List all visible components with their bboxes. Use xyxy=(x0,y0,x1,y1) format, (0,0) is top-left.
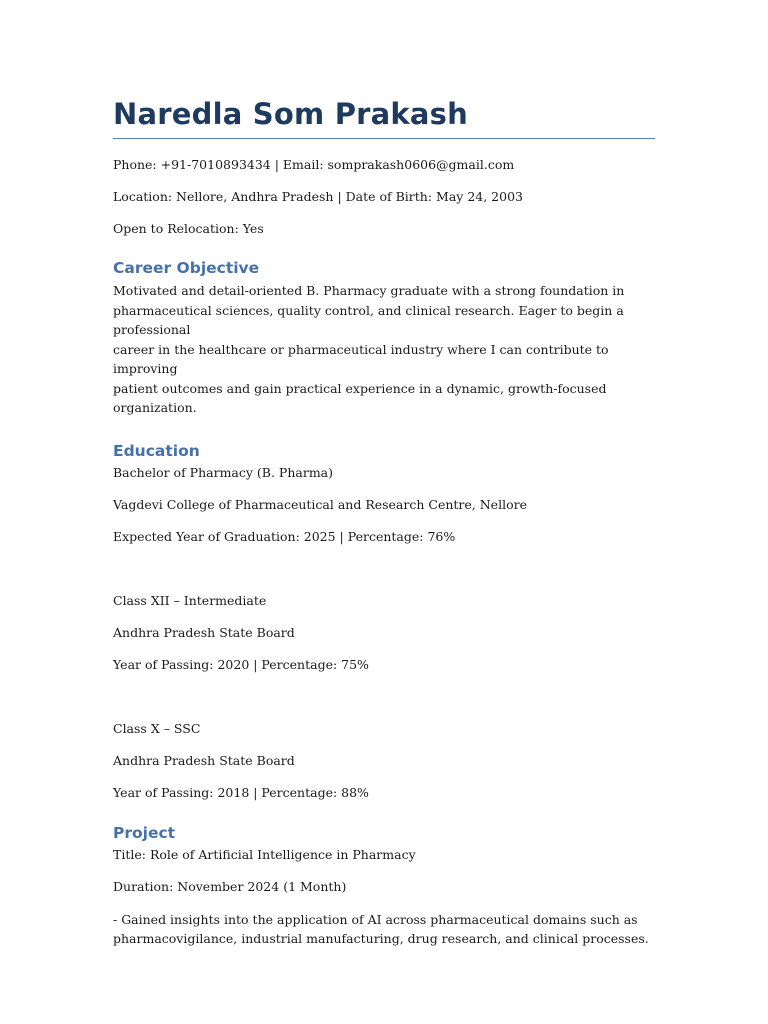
education-entry xyxy=(113,592,655,674)
project-section xyxy=(113,823,655,949)
project-title: Title: Role of Artificial Intelligence in Pharmacy xyxy=(113,846,416,862)
career-objective-text xyxy=(113,281,655,418)
project-duration: Duration: November 2024 (1 Month) xyxy=(113,878,347,894)
education-entry xyxy=(113,464,655,546)
education-entry xyxy=(113,720,655,802)
education-degree: Class XII – Intermediate xyxy=(113,592,267,608)
career-objective-heading: Career Objective xyxy=(113,259,260,277)
project-description-line: - Gained insights into the application of AI across pharmaceutical domains such as xyxy=(113,911,638,927)
contact-phone-email: Phone: +91-7010893434 | Email: somprakash0606@gmail.com xyxy=(113,157,515,172)
career-objective-section xyxy=(113,258,655,418)
career-objective-line: patient outcomes and gain practical experience in a dynamic, growth-focused organization. xyxy=(113,380,607,415)
project-description xyxy=(113,910,655,949)
education-institution: Andhra Pradesh State Board xyxy=(113,752,295,768)
project-heading: Project xyxy=(113,823,176,842)
education-details: Year of Passing: 2018 | Percentage: 88% xyxy=(113,784,369,800)
career-objective-line: Motivated and detail-oriented B. Pharmacy graduate with a strong foundation in xyxy=(113,283,625,298)
candidate-name: Naredla Som Prakash xyxy=(113,96,655,139)
education-details: Expected Year of Graduation: 2025 | Percentage: 76% xyxy=(113,528,456,544)
education-institution: Vagdevi College of Pharmaceutical and Research Centre, Nellore xyxy=(113,496,527,512)
education-heading: Education xyxy=(113,441,200,460)
education-institution: Andhra Pradesh State Board xyxy=(113,624,295,640)
career-objective-line: career in the healthcare or pharmaceutical industry where I can contribute to improving xyxy=(113,341,609,376)
contact-relocation: Open to Relocation: Yes xyxy=(113,221,264,236)
education-degree: Bachelor of Pharmacy (B. Pharma) xyxy=(113,464,333,480)
education-details: Year of Passing: 2020 | Percentage: 75% xyxy=(113,656,369,672)
education-degree: Class X – SSC xyxy=(113,720,201,736)
resume-document xyxy=(113,96,655,949)
contact-info xyxy=(113,156,655,238)
education-section xyxy=(113,441,655,802)
contact-location-dob: Location: Nellore, Andhra Pradesh | Date of Birth: May 24, 2003 xyxy=(113,189,523,204)
project-description-line: pharmacovigilance, industrial manufacturing, drug research, and clinical processes. xyxy=(113,931,649,946)
career-objective-line: pharmaceutical sciences, quality control, and clinical research. Eager to begin a professional xyxy=(113,302,624,337)
